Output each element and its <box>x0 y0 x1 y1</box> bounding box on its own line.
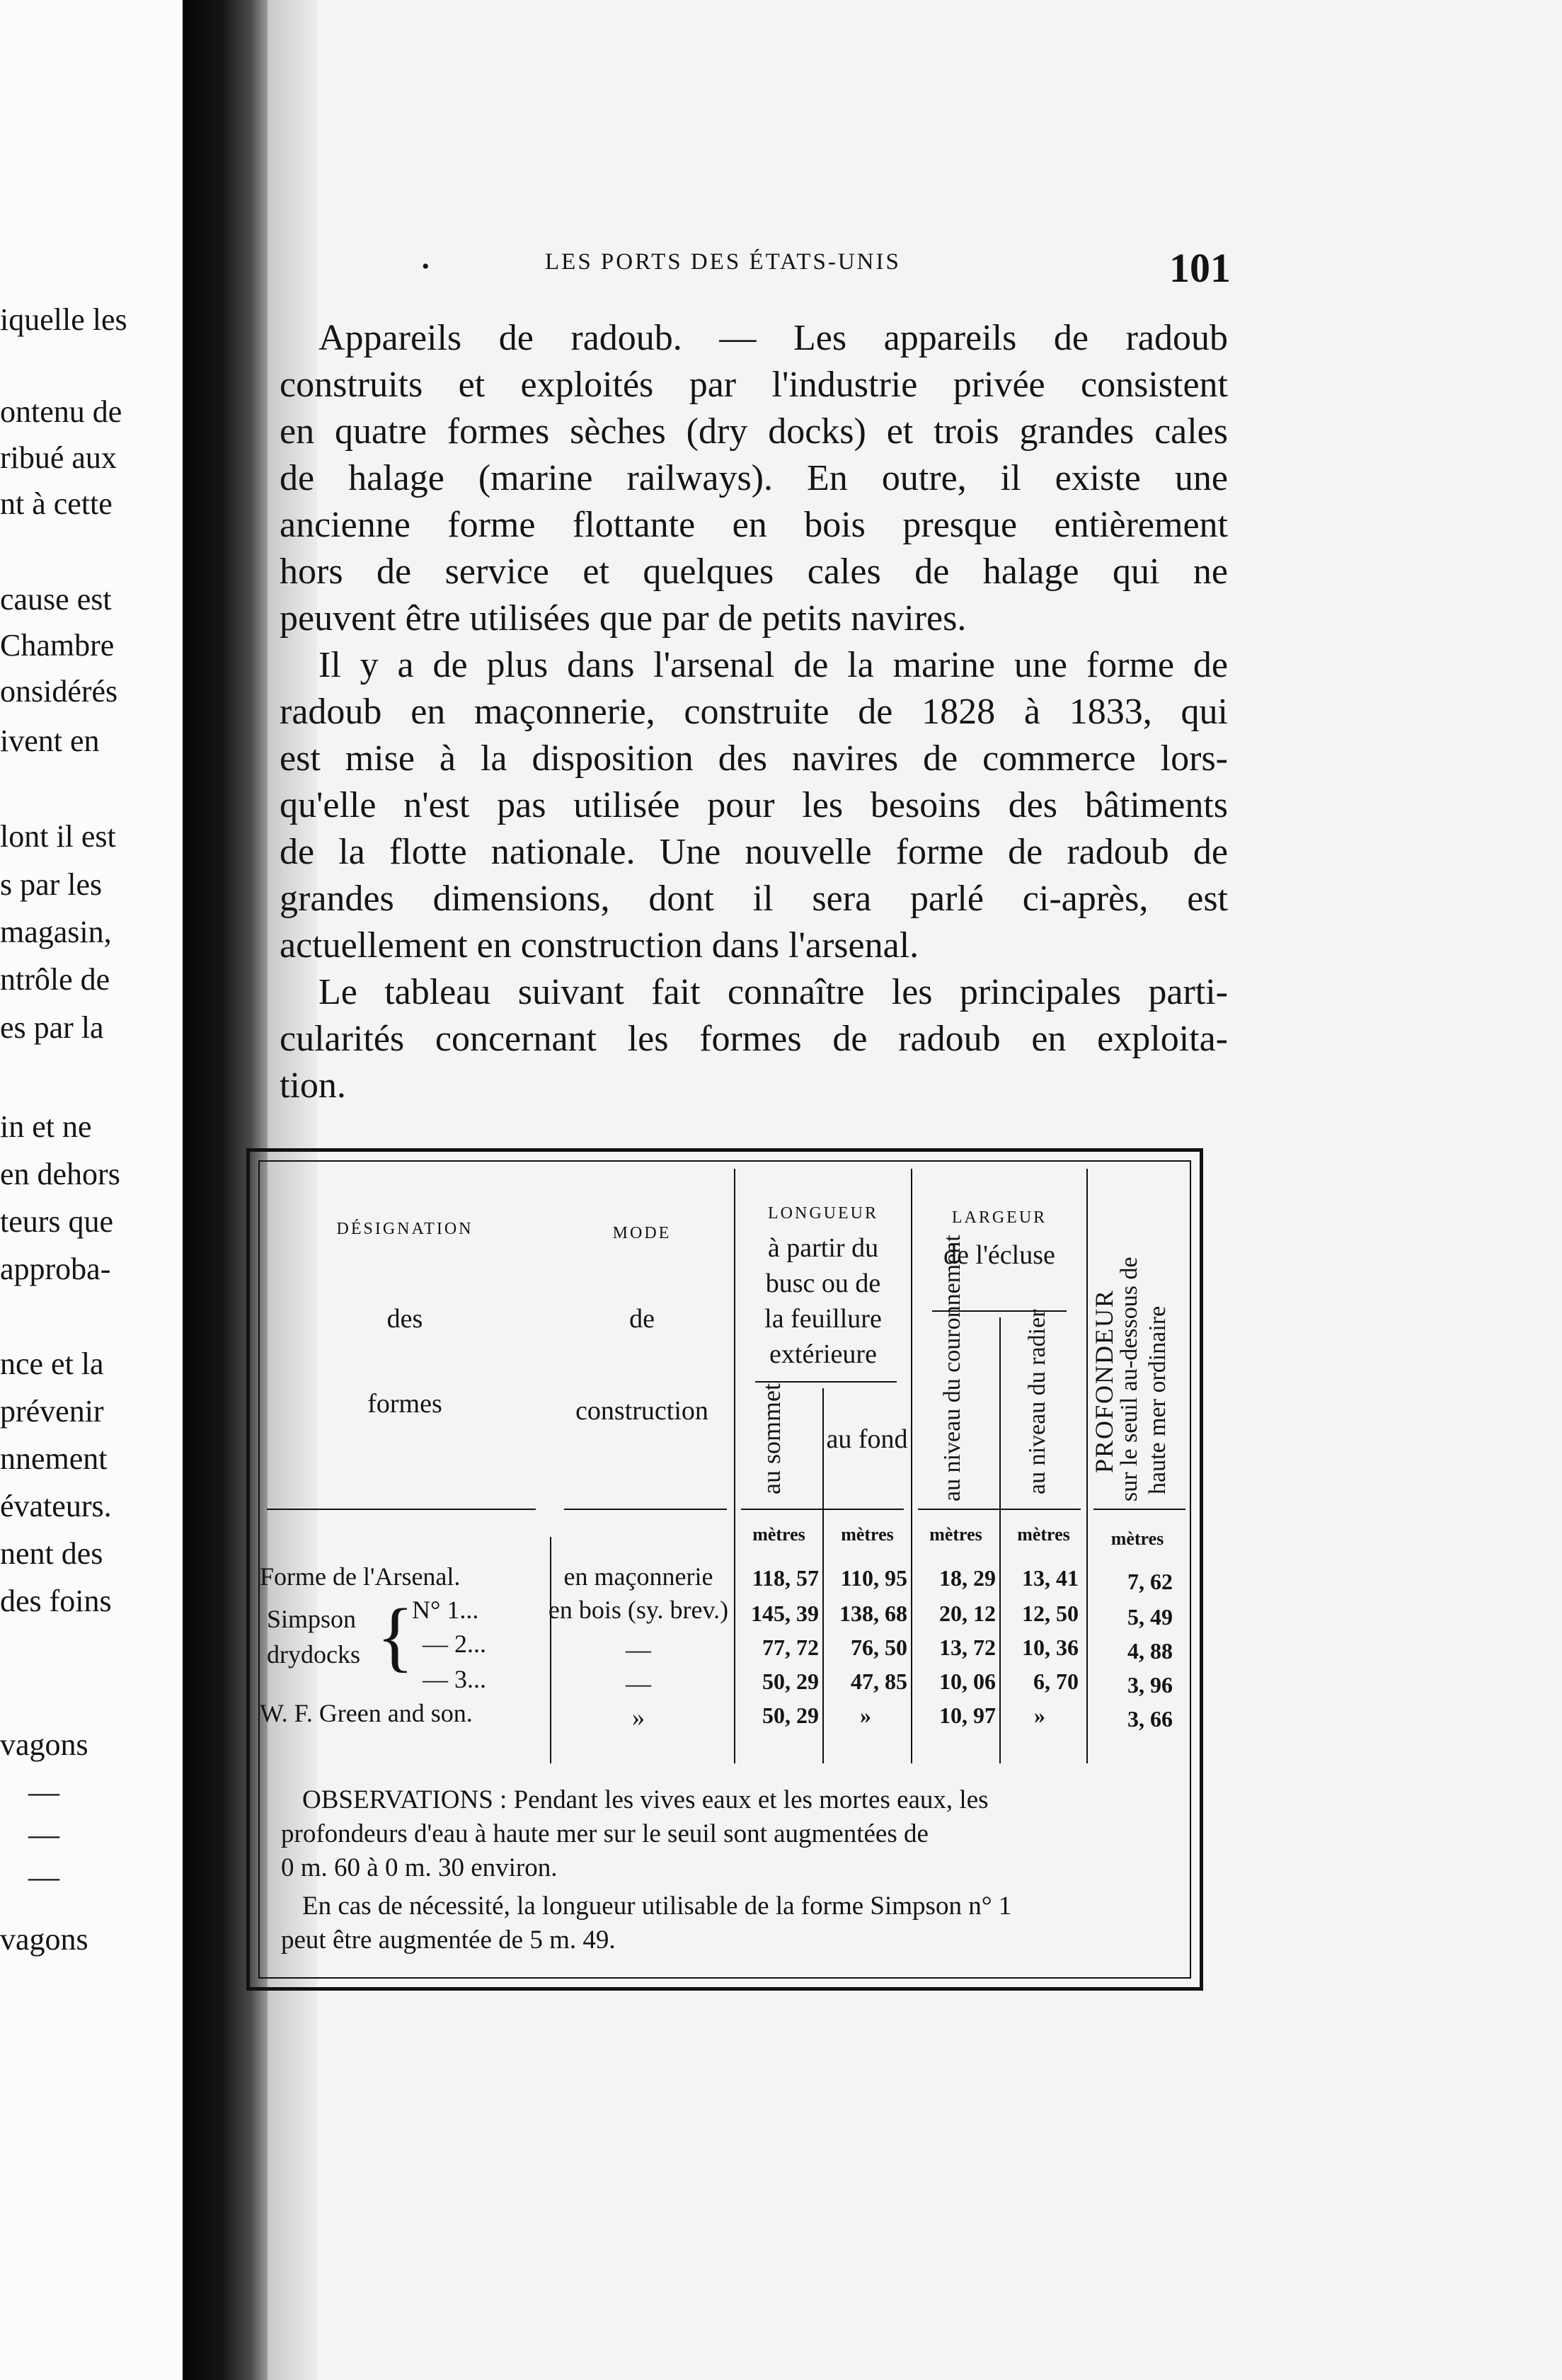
row-profondeur: 4, 88 <box>1127 1638 1173 1664</box>
longueur-header-line: la feuillure <box>764 1304 882 1334</box>
row-mode: en bois (sy. brev.) <box>548 1596 729 1624</box>
observation-line: OBSERVATIONS : Pendant les vives eaux et les mortes eaux, les <box>302 1785 989 1814</box>
longueur-header-line: extérieure <box>769 1339 877 1369</box>
row-fond: 47, 85 <box>851 1669 907 1694</box>
page-number: 101 <box>1169 245 1231 291</box>
table-inner-frame <box>258 1160 1191 1979</box>
left-page-line: ntrôle de <box>0 962 110 997</box>
simpson-label: Simpson <box>267 1605 357 1633</box>
body-line: Il y a de plus dans l'arsenal de la marine une forme de <box>318 645 1228 685</box>
row-designation: Forme de l'Arsenal. <box>260 1562 461 1591</box>
row-couronnement: 10, 06 <box>939 1669 996 1694</box>
row-designation: W. F. Green and son. <box>260 1699 473 1727</box>
left-page-line: onsidérés <box>0 674 118 709</box>
mode-header-line: de <box>629 1304 655 1334</box>
observation-line: 0 m. 60 à 0 m. 30 environ. <box>281 1853 558 1882</box>
left-page-line: ribué aux <box>0 440 117 475</box>
row-couronnement: 13, 72 <box>939 1635 996 1660</box>
left-page-line: — <box>28 1860 59 1894</box>
body-line: grandes dimensions, dont il sera parlé ci-après, est <box>280 879 1228 919</box>
longueur-header-line: à partir du <box>767 1233 879 1263</box>
header-rule <box>741 1509 904 1510</box>
left-page-line: ontenu de <box>0 394 122 429</box>
header-rule <box>267 1509 536 1510</box>
body-line: tion. <box>280 1065 346 1106</box>
profondeur-header-line: sur le seuil au-dessous de <box>1116 1257 1142 1501</box>
left-page-line: vagons <box>0 1922 88 1957</box>
simpson-label: drydocks <box>267 1640 360 1669</box>
unit-label: mètres <box>752 1524 805 1545</box>
unit-label: mètres <box>929 1524 982 1545</box>
designation-header: DÉSIGNATION <box>336 1220 473 1238</box>
longueur-header-line: busc ou de <box>765 1269 881 1298</box>
profondeur-header-line: haute mer ordinaire <box>1144 1305 1171 1494</box>
left-page-line: nent des <box>0 1536 103 1571</box>
row-profondeur: 3, 66 <box>1127 1706 1173 1732</box>
left-page-line: évateurs. <box>0 1489 112 1523</box>
row-profondeur: 3, 96 <box>1127 1672 1173 1698</box>
row-couronnement: 10, 97 <box>939 1703 996 1728</box>
designation-header-line: des <box>386 1304 423 1334</box>
body-line: radoub en maçonnerie, construite de 1828 à 1833, qui <box>280 692 1228 732</box>
row-mode: — <box>626 1635 651 1664</box>
mode-header: MODE <box>612 1224 672 1242</box>
body-line: de la flotte nationale. Une nouvelle forme de radoub de <box>280 832 1228 872</box>
left-page-line: nce et la <box>0 1346 104 1381</box>
longueur-header: LONGUEUR <box>768 1204 878 1223</box>
body-line: peuvent être utilisées que par de petits navires. <box>280 598 967 639</box>
row-fond: » <box>860 1703 871 1728</box>
left-page-line: nt à cette <box>0 486 113 521</box>
dry-dock-table <box>246 1148 1203 1991</box>
row-designation: — 3... <box>423 1665 486 1693</box>
running-head: LES PORTS DES ÉTATS-UNIS <box>545 249 901 275</box>
row-mode: en maçonnerie <box>563 1562 713 1591</box>
row-fond: 76, 50 <box>851 1635 907 1660</box>
left-page-line: vagons <box>0 1727 88 1762</box>
left-page-line: cause est <box>0 582 112 617</box>
row-radier: 12, 50 <box>1022 1601 1079 1626</box>
row-sommet: 118, 57 <box>752 1565 819 1591</box>
body-line: en quatre formes sèches (dry docks) et trois grandes cales <box>280 411 1228 452</box>
row-sommet: 145, 39 <box>751 1601 819 1626</box>
row-fond: 138, 68 <box>839 1601 907 1626</box>
observation-line: En cas de nécessité, la longueur utilisable de la forme Simpson n° 1 <box>302 1892 1012 1921</box>
left-page-line: iquelle les <box>0 302 127 337</box>
row-sommet: 50, 29 <box>762 1703 819 1728</box>
body-line: est mise à la disposition des navires de commerce lors- <box>280 738 1228 779</box>
header-rule <box>1093 1509 1185 1510</box>
row-sommet: 77, 72 <box>762 1635 819 1660</box>
observation-line: profondeurs d'eau à haute mer sur le seuil sont augmentées de <box>281 1819 929 1848</box>
row-designation: N° 1... <box>412 1596 479 1624</box>
largeur-radier-header: au niveau du radier <box>1024 1309 1050 1494</box>
largeur-couronnement-header: au niveau du couronnement <box>939 1235 965 1501</box>
row-radier: 6, 70 <box>1033 1669 1079 1694</box>
row-couronnement: 20, 12 <box>939 1601 996 1626</box>
left-page-line: lont il est <box>0 819 116 854</box>
row-mode: » <box>632 1703 645 1732</box>
left-page-line: in et ne <box>0 1109 92 1144</box>
body-line: actuellement en construction dans l'arsenal. <box>280 925 919 966</box>
header-rule <box>564 1509 727 1510</box>
row-sommet: 50, 29 <box>762 1669 819 1694</box>
mode-header-line: construction <box>575 1396 708 1426</box>
designation-header-line: formes <box>367 1389 442 1419</box>
header-dot: • <box>422 255 430 278</box>
largeur-header-line: de l'écluse <box>943 1240 1055 1270</box>
largeur-header: LARGEUR <box>951 1208 1047 1227</box>
left-page-line: prévenir <box>0 1394 104 1429</box>
left-page-line: Chambre <box>0 628 115 663</box>
simpson-brace: { <box>377 1593 414 1679</box>
header-rule <box>918 1509 1081 1510</box>
body-line: Le tableau suivant fait connaître les principales parti- <box>318 972 1228 1012</box>
body-line: cularités concernant les formes de radoub en exploita- <box>280 1019 1228 1059</box>
row-profondeur: 5, 49 <box>1127 1604 1173 1630</box>
left-page-line: — <box>28 1775 59 1809</box>
unit-label: mètres <box>1110 1528 1164 1549</box>
body-line: hors de service et quelques cales de halage qui ne <box>280 551 1228 592</box>
unit-label: mètres <box>1017 1524 1070 1545</box>
left-page-line: en dehors <box>0 1157 120 1191</box>
row-radier: » <box>1034 1703 1045 1728</box>
left-page-line: approba- <box>0 1252 111 1286</box>
left-page-line: magasin, <box>0 915 112 949</box>
body-line: Appareils de radoub. — Les appareils de radoub <box>318 318 1228 358</box>
body-line: qu'elle n'est pas utilisée pour les besoins des bâtiments <box>280 785 1228 825</box>
left-page-line: ivent en <box>0 723 100 758</box>
row-fond: 110, 95 <box>840 1565 907 1591</box>
row-radier: 13, 41 <box>1022 1565 1079 1591</box>
row-mode: — <box>626 1669 651 1698</box>
unit-label: mètres <box>841 1524 894 1545</box>
profondeur-header: PROFONDEUR <box>1090 1288 1118 1473</box>
row-profondeur: 7, 62 <box>1127 1569 1173 1594</box>
longueur-sommet-header: au sommet <box>757 1383 786 1494</box>
row-designation: — 2... <box>423 1630 486 1658</box>
left-page-line: teurs que <box>0 1204 114 1239</box>
body-line: construits et exploités par l'industrie privée consistent <box>280 365 1228 405</box>
body-line: de halage (marine railways). En outre, il existe une <box>280 458 1228 498</box>
left-page-line: des foins <box>0 1584 112 1618</box>
header-brace <box>755 1381 897 1383</box>
row-couronnement: 18, 29 <box>939 1565 996 1591</box>
row-radier: 10, 36 <box>1022 1635 1079 1660</box>
left-page-line: es par la <box>0 1010 104 1045</box>
left-page-fragment <box>0 0 183 2380</box>
longueur-fond-header: au fond <box>826 1424 908 1454</box>
observation-line: peut être augmentée de 5 m. 49. <box>281 1926 616 1955</box>
left-page-line: s par les <box>0 867 103 902</box>
left-page-line: — <box>28 1817 59 1852</box>
body-line: ancienne forme flottante en bois presque entièrement <box>280 505 1228 545</box>
left-page-line: nnement <box>0 1441 108 1476</box>
